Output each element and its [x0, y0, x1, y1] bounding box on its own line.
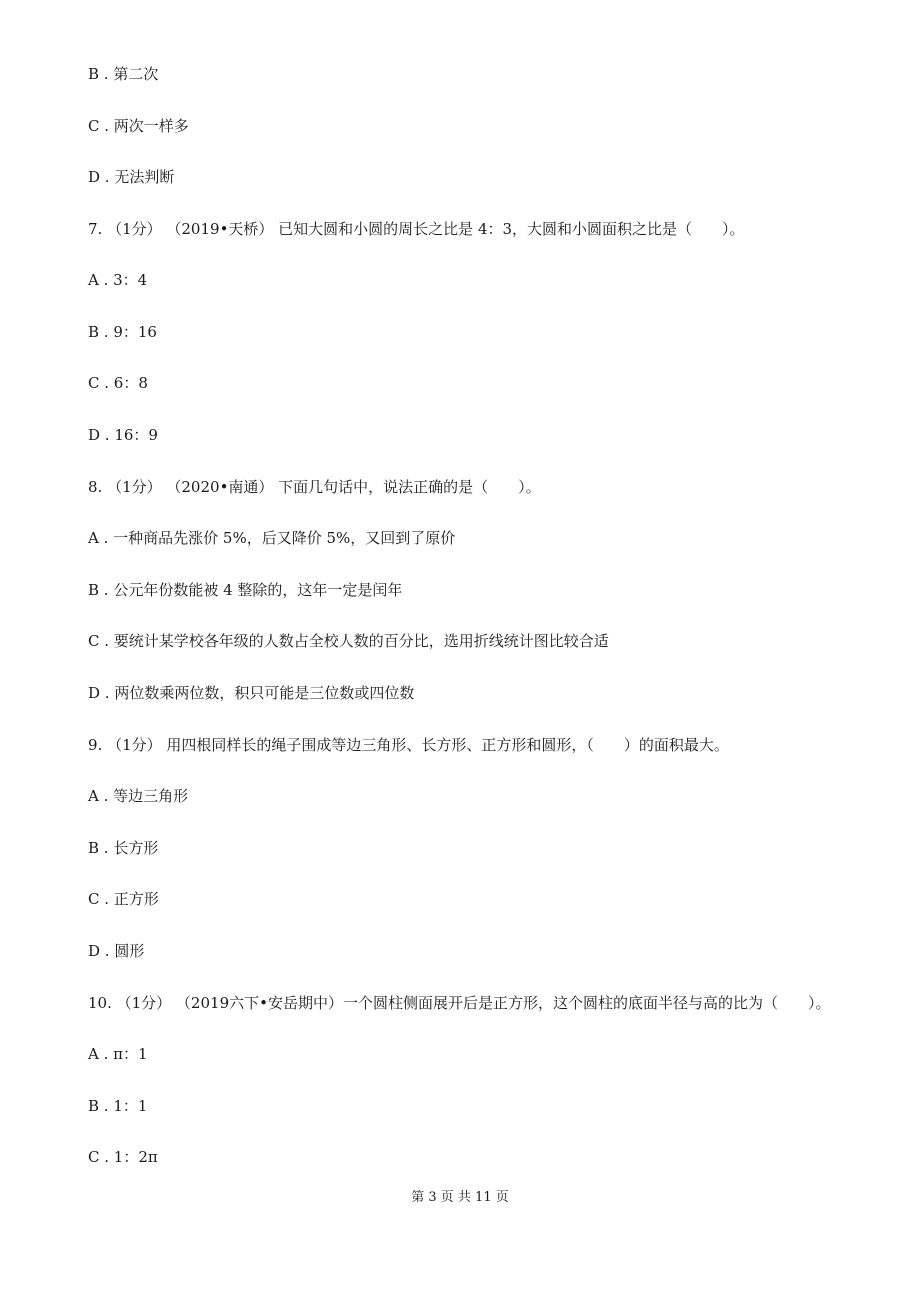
option-q6-d: D . 无法判断 — [88, 168, 175, 186]
option-q7-b: B . 9：16 — [88, 323, 157, 341]
option-q8-b: B . 公元年份数能被 4 整除的，这年一定是闰年 — [88, 581, 403, 599]
question-9: 9. （1分） 用四根同样长的绳子围成等边三角形、长方形、正方形和圆形，（ ）的面积最大。 — [88, 736, 729, 754]
option-q9-c: C . 正方形 — [88, 890, 159, 908]
page-footer: 第 3 页 共 11 页 — [411, 1190, 509, 1205]
option-q9-d: D . 圆形 — [88, 942, 145, 960]
option-q10-b: B . 1：1 — [88, 1097, 148, 1115]
option-q8-a: A . 一种商品先涨价 5%，后又降价 5%，又回到了原价 — [88, 529, 456, 547]
option-q8-d: D . 两位数乘两位数，积只可能是三位数或四位数 — [88, 684, 415, 702]
option-q6-b: B . 第二次 — [88, 65, 159, 83]
question-7: 7. （1分） （2019•天桥） 已知大圆和小圆的周长之比是 4：3，大圆和小圆面积之比是（ ）。 — [88, 220, 745, 238]
option-q6-c: C . 两次一样多 — [88, 117, 189, 135]
option-q8-c: C . 要统计某学校各年级的人数占全校人数的百分比，选用折线统计图比较合适 — [88, 632, 609, 650]
option-q9-a: A . 等边三角形 — [88, 787, 189, 805]
option-q9-b: B . 长方形 — [88, 839, 159, 857]
question-8: 8. （1分） （2020•南通） 下面几句话中，说法正确的是（ ）。 — [88, 478, 541, 496]
option-q7-d: D . 16：9 — [88, 426, 158, 444]
question-10: 10. （1分） （2019六下•安岳期中）一个圆柱侧面展开后是正方形，这个圆柱的底面半径与高的比为（ ）。 — [88, 994, 831, 1012]
option-q10-c: C . 1：2π — [88, 1148, 158, 1166]
option-q10-a: A . π：1 — [88, 1045, 148, 1063]
option-q7-a: A . 3：4 — [88, 271, 148, 289]
option-q7-c: C . 6：8 — [88, 374, 148, 392]
